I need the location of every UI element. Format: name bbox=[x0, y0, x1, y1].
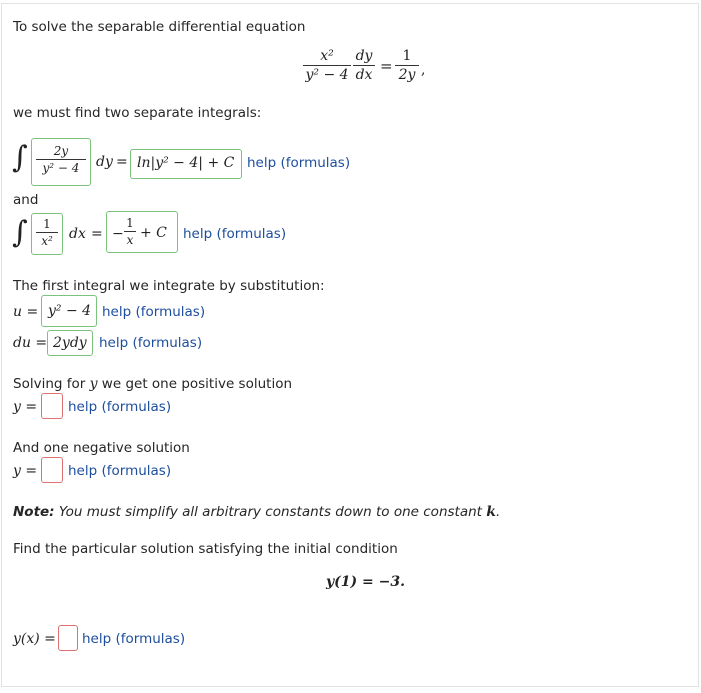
intro-text: To solve the separable differential equation bbox=[13, 19, 306, 35]
integrand-2-num: 1 bbox=[43, 217, 51, 231]
integral-sign-1: ∫ bbox=[12, 140, 28, 175]
integrand-2-fraction bbox=[36, 218, 58, 247]
integral-2-help-link[interactable]: help (formulas) bbox=[183, 226, 287, 242]
positive-solution-var: y bbox=[89, 376, 98, 392]
integral-2-answer-constant: + C bbox=[140, 225, 167, 241]
initial-condition: y(1) = −3. bbox=[326, 574, 405, 590]
du-label: du = bbox=[13, 335, 48, 351]
integral-2-dx: dx bbox=[69, 226, 86, 242]
u-help-link[interactable]: help (formulas) bbox=[102, 304, 206, 320]
integral-1-dy: dy bbox=[96, 154, 113, 170]
integral-2-answer-fraction bbox=[124, 217, 136, 246]
equation-rhs-fraction bbox=[395, 49, 419, 82]
y-positive-input[interactable] bbox=[41, 393, 63, 419]
integral-1-answer-box[interactable] bbox=[130, 149, 242, 179]
and-text: and bbox=[13, 192, 39, 208]
du-help-link[interactable]: help (formulas) bbox=[99, 335, 203, 351]
equation-comma: , bbox=[421, 62, 426, 78]
y-negative-help-link[interactable]: help (formulas) bbox=[68, 463, 172, 479]
integrand-2-den: x² bbox=[41, 234, 53, 248]
yx-label: y(x) = bbox=[13, 631, 56, 647]
integrand-1-num: 2y bbox=[53, 144, 69, 158]
integrand-1-box[interactable] bbox=[31, 138, 91, 186]
integrand-1-fraction bbox=[36, 145, 86, 174]
integral-1-equals: = bbox=[116, 154, 128, 170]
equation-dx: dx bbox=[355, 67, 373, 83]
integrand-1-den: y² − 4 bbox=[42, 161, 80, 175]
integral-2-answer-num: 1 bbox=[126, 216, 134, 230]
yx-help-link[interactable]: help (formulas) bbox=[82, 631, 186, 647]
y-positive-label: y = bbox=[13, 399, 38, 415]
note-constant: k bbox=[486, 504, 496, 520]
integral-2-equals: = bbox=[91, 226, 103, 242]
integral-1-answer: ln|y² − 4| + C bbox=[137, 155, 235, 171]
integral-2-answer-den: x bbox=[126, 233, 134, 247]
note-text: Note: You must simplify all arbitrary constants down to one constant k. bbox=[13, 504, 501, 520]
integral-1-help-link[interactable]: help (formulas) bbox=[247, 155, 351, 171]
integral-2-answer-minus: − bbox=[112, 226, 124, 242]
u-answer: y² − 4 bbox=[48, 303, 92, 319]
substitution-text: The first integral we integrate by substitution: bbox=[13, 278, 325, 294]
equation-lhs-num: x² bbox=[320, 48, 334, 64]
equation-lhs-fraction bbox=[303, 49, 351, 82]
separate-text: we must find two separate integrals: bbox=[13, 105, 262, 121]
integral-2-answer-box[interactable] bbox=[106, 211, 178, 253]
du-answer: 2ydy bbox=[53, 335, 87, 351]
u-answer-box[interactable] bbox=[41, 295, 97, 327]
note-label: Note: bbox=[13, 504, 55, 520]
equation-lhs-den: y² − 4 bbox=[305, 67, 349, 83]
negative-solution-text: And one negative solution bbox=[13, 440, 190, 456]
y-negative-input[interactable] bbox=[41, 457, 63, 483]
yx-input[interactable] bbox=[58, 625, 78, 651]
particular-solution-text: Find the particular solution satisfying the initial condition bbox=[13, 541, 398, 557]
equation-dy: dy bbox=[355, 48, 373, 64]
equation-equals: = bbox=[380, 57, 393, 75]
u-label: u = bbox=[13, 304, 39, 320]
integral-sign-2: ∫ bbox=[12, 215, 28, 250]
equation-rhs-den: 2y bbox=[398, 67, 416, 83]
equation-rhs-num: 1 bbox=[402, 48, 412, 64]
y-negative-label: y = bbox=[13, 463, 38, 479]
positive-solution-text: Solving for y we get one positive solution bbox=[13, 376, 293, 392]
equation-derivative bbox=[353, 49, 375, 82]
integrand-2-box[interactable] bbox=[31, 213, 63, 255]
y-positive-help-link[interactable]: help (formulas) bbox=[68, 399, 172, 415]
du-answer-box[interactable] bbox=[47, 330, 93, 356]
